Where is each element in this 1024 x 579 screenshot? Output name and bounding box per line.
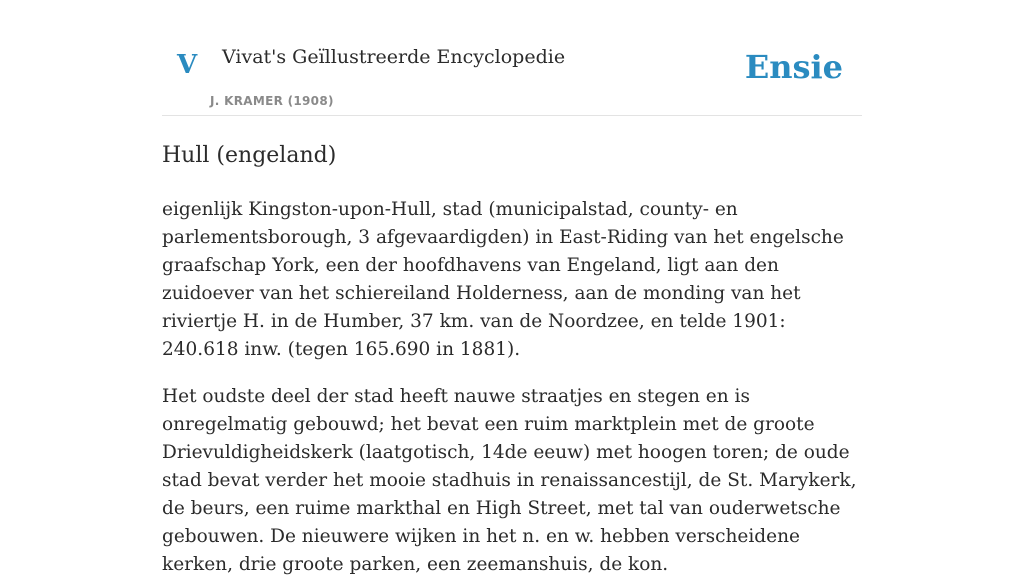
article-title: Hull (engeland) <box>162 143 337 168</box>
article-paragraph: Het oudste deel der stad heeft nauwe straatjes en stegen en is onregelmatig gebouwd; het bevat een ruim marktplein met de groote Drievuldigheidskerk (laatgotisch, 14de eeuw) met hoogen toren; de oude stad bevat verder het mooie stadhuis in renaissancestijl, de St. Marykerk, de beurs, een ruime markthal en High Street, met tal van ouderwetsche gebouwen. De nieuwere wijken in het n. en w. hebben verscheidene kerken, drie groote parken, een zeemanshuis, de kon. <box>162 386 857 575</box>
article <box>162 140 862 579</box>
article-body <box>162 196 862 579</box>
article-paragraph: eigenlijk Kingston-upon-Hull, stad (municipalstad, county- en parlementsborough, 3 afgevaardigden) in East-Riding van het engelsche graafschap York, een der hoofdhavens van Engeland, ligt aan den zuidoever van het schiereiland Holderness, aan de monding van het riviertje H. in de Humber, 37 km. van de Noordzee, en telde 1901: 240.618 inw. (tegen 165.690 in 1881). <box>162 199 844 360</box>
page <box>162 0 862 579</box>
header <box>162 0 862 116</box>
book-author: J. KRAMER (1908) <box>210 94 334 108</box>
book-title[interactable]: Vivat's Geïllustreerde Encyclopedie <box>222 46 566 68</box>
ensie-logo-link[interactable]: Ensie <box>744 48 843 86</box>
publication-logo[interactable]: V <box>177 50 198 80</box>
